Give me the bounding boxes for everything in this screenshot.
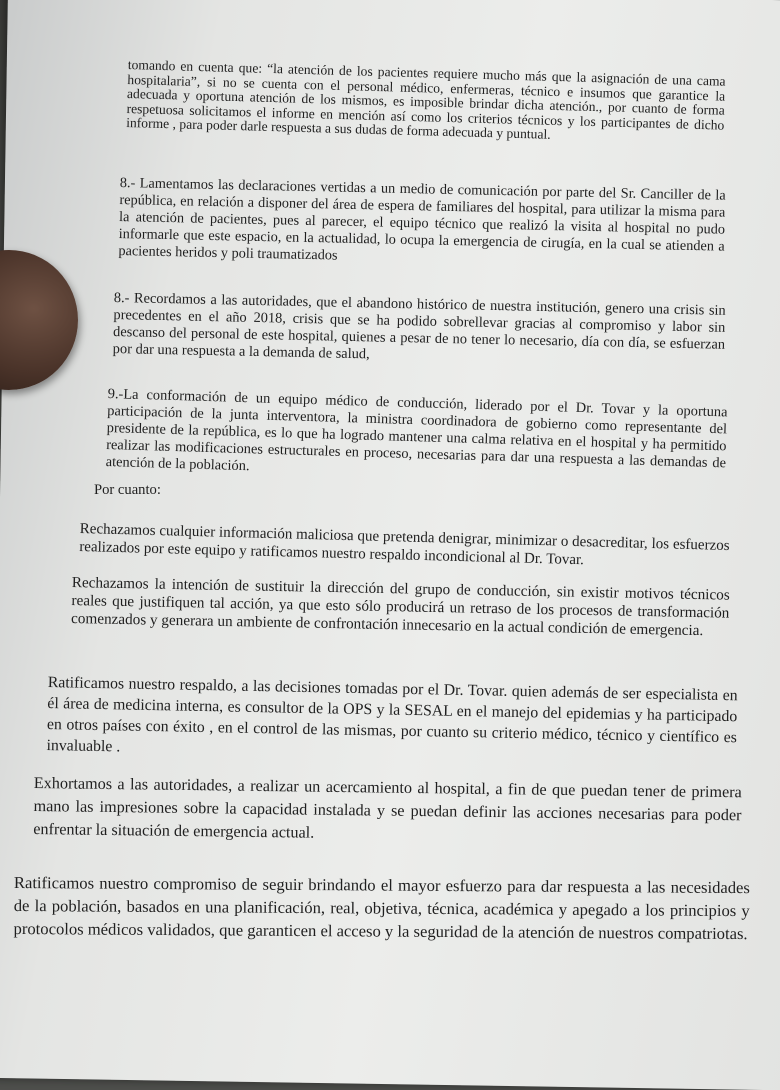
resolution-rechazo-informacion: Rechazamos cualquier información maliciosa que pretenda denigrar, minimizar o desacreditar, los esfuerzos realizados por este equipo y ratificamos nuestro respaldo incondicional al Dr. Tovar.: [79, 520, 730, 569]
resolution-exhorto: Exhortamos a las autoridades, a realizar un acercamiento al hospital, a fin de que puedan tener de primera mano las impresiones sobre la capacidad instalada y se puedan definir las acciones necesarias para poder enfrentar la situación de emergencia actual.: [33, 773, 742, 842]
paragraph-8-abandono: 8.- Recordamos a las autoridades, que el abandono histórico de nuestra institución, genero una crisis sin precedentes en el año 2018, crisis que se ha podido sobrellevar gracias al compromiso y labor sin descanso del personal de este hospital, quienes a pesar de no tener lo necesario, día con día, se esfuerzan por dar una respuesta a la demanda de salud,: [112, 290, 726, 363]
resolution-rechazo-sustitucion: Rechazamos la intención de sustituir la dirección del grupo de conducción, sin existir motivos técnicos reales que justifiquen tal acción, ya que esto sólo producirá un retraso de los procesos de transformación comenzados y generara un ambiente de confrontación innecesario en la actual condición de emergencia.: [70, 574, 730, 640]
por-cuanto-heading: Por cuanto:: [94, 482, 161, 498]
resolution-compromiso: Ratificamos nuestro compromiso de seguir brindando el mayor esfuerzo para dar respuesta a las necesidades de la población, basados en una planificación, real, objetiva, técnica, académica y apegado a los principios y protocolos médicos validados, que garanticen el acceso y la seguridad de la atención de nuestros compatriotas.: [13, 872, 750, 944]
paragraph-8-canciller: 8.- Lamentamos las declaraciones vertidas a un medio de comunicación por parte del Sr. Canciller de la república, en relación a disponer del área de espera de familiares del hospital, para utilizar la misma para la atención de pacientes, pues al parecer, el equipo técnico que realizó la visita al hospital no pudo informarle que este espacio, en la actualidad, lo ocupa la emergencia de cirugía, en la cual se atienden a pacientes heridos y poli traumatizados: [118, 175, 726, 264]
resolution-respaldo: Ratificamos nuestro respaldo, a las decisiones tomadas por el Dr. Tovar. quien además de ser especialista en él área de medicina interna, es consultor de la OPS y la SESAL en el manejo del epidemias y ha participado en otros países con éxito , en el control de las mismas, por cuanto su criterio médico, técnico y científico es invaluable .: [46, 673, 738, 756]
paragraph-continued: tomando en cuenta que: “la atención de los pacientes requiere mucho más que la asignación de una cama hospitalaria”, si no se cuenta con el personal médico, enfermeras, técnico e insumos que garantice la adecuada y oportuna atención de los mismos, es imposible brindar dicha atención., por cuanto de forma respetuosa solicitamos el informe en mención así como los criterios técnicos y los participantes de dicho informe , para poder darle respuesta a sus dudas de forma adecuada y puntual.: [125, 57, 726, 143]
paragraph-9-conduccion: 9.-La conformación de un equipo médico de conducción, liderado por el Dr. Tovar y la oportuna participación de la junta interventora, la ministra coordinadora de gobierno como representante del presidente de la república, es lo que ha logrado mantener una calma relativa en el hospital y ha permitido realizar las modificaciones estructurales en proceso, necesarias para dar una respuesta a las demandas de atención de la población.: [105, 386, 728, 475]
